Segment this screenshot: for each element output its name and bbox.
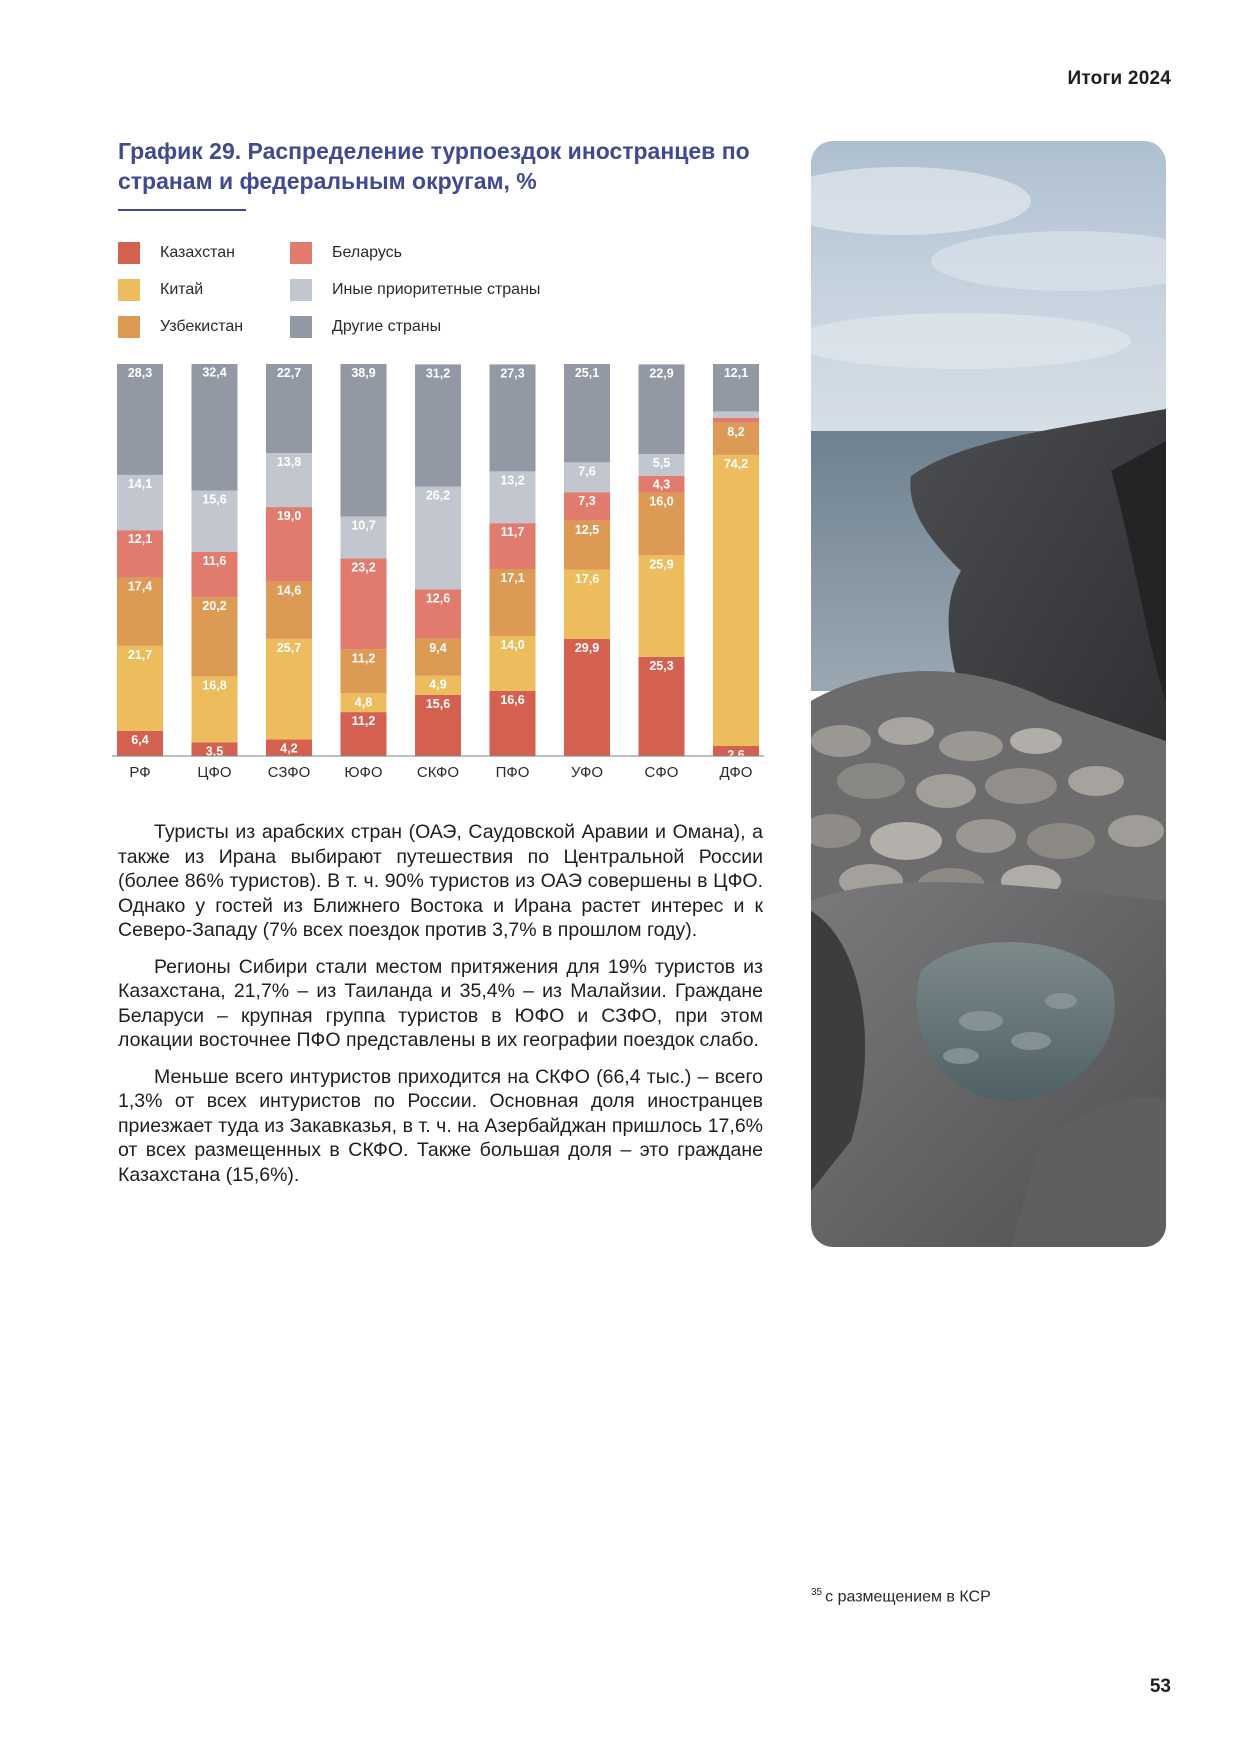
footnote [811,1587,991,1606]
legend-label: Казахстан [160,244,235,261]
bar-value-label: 16,6 [500,692,525,707]
legend-label: Иные приоритетные страны [332,281,541,298]
bar-value-label: 16,0 [649,494,674,509]
chart-legend [118,242,678,342]
bar-value-label: 28,3 [127,366,153,380]
bar-value-label: 19,0 [276,509,302,524]
body-text [118,820,763,1199]
bar-value-label: 32,4 [202,365,227,380]
legend-label: Беларусь [332,244,402,261]
body-paragraph: Регионы Сибири стали местом притяжения для 19% туристов из Казахстана, 21,7% – из Таиланда и 35,4% – из Малайзии. Граждане Беларуси – крупная группа туристов в ЮФО и СЗФО, при этом локации восточнее ПФО представлены в их географии поездок слабо. [118,955,763,1051]
bar-value-label: 17,4 [127,579,153,594]
bar-segment [713,411,759,417]
footnote-text: с размещением в КСР [825,1588,991,1606]
bar-segment [713,455,759,746]
legend-swatch [290,316,312,338]
bar-value-label: 4,9 [429,677,447,692]
bar-value-label: 15,6 [425,696,451,711]
bar-value-label: 2,6 [727,747,745,762]
x-tick-label: УФО [570,764,604,781]
x-tick-label: ЮФО [344,764,383,781]
bar-value-label: 7,6 [578,464,596,479]
bar-value-label: 6,4 [131,732,149,747]
bar-value-label: 11,2 [351,651,376,666]
x-tick-label: РФ [129,764,151,781]
bar-value-label: 17,6 [574,571,600,586]
bar-value-label: 16,8 [202,678,227,693]
bar-value-label: 12,5 [574,522,600,537]
bar-value-label: 12,1 [723,366,749,380]
legend-swatch [118,279,140,301]
bar-value-label: 7,3 [578,494,596,509]
bar-value-label: 5,5 [652,456,671,471]
bar-segment [192,364,238,491]
bar-value-label: 21,7 [127,647,153,662]
landscape-illustration [811,141,1166,1247]
bar-segment [415,364,461,486]
title-underline [118,209,246,211]
chart-title: График 29. Распределение турпоездок иностранцев по странам и федеральным округам, % [118,138,750,194]
x-tick-label: СФО [644,764,679,781]
legend-label: Узбекистан [160,318,244,335]
legend-item-kazakhstan [118,242,235,264]
bar-value-label: 22,7 [276,366,302,380]
bar-value-label: 14,0 [500,638,525,653]
bar-value-label: 12,6 [425,591,451,606]
bar-value-label: 25,9 [649,557,674,572]
bar-segment [564,639,610,756]
body-paragraph: Меньше всего интуристов приходится на СКФО (66,4 тыс.) – всего 1,3% от всех интуристов по России. Основная доля иностранцев приезжает туда из Закавказья, в т. ч. на Азербайджан пришлось 17,6% от всех размещенных в СКФО. Также большая доля – это граждане Казахстана (15,6%). [118,1065,763,1186]
bar-value-label: 29,9 [574,640,600,655]
legend-label: Китай [160,281,204,298]
bar-value-label: 3,5 [205,744,224,759]
x-tick-label: ДФО [719,764,753,781]
legend-item-china [118,279,203,301]
bar-value-label: 27,3 [500,366,525,381]
legend-item-belarus [290,242,402,264]
bar-value-label: 13,2 [500,473,525,488]
bar-value-label: 23,2 [351,560,376,575]
bar-value-label: 15,6 [202,492,227,507]
bar-value-label: 25,3 [649,658,674,673]
footnote-number: 35 [811,1587,823,1598]
legend-swatch [290,242,312,264]
bar-segment [117,364,163,475]
bar-value-label: 11,2 [351,714,376,729]
legend-swatch [290,279,312,301]
bar-value-label: 12,1 [127,532,153,547]
bar-value-label: 20,2 [202,599,227,614]
page-number: 53 [1149,1676,1171,1697]
legend-item-uzbekistan [118,316,243,338]
bar-value-label: 10,7 [351,518,376,533]
bar-segment [490,364,536,471]
bar-value-label: 4,8 [354,695,373,710]
bar-value-label: 25,1 [574,366,600,380]
x-tick-label: ЦФО [197,764,232,781]
stacked-bar-chart [112,364,772,794]
bar-value-label: 22,9 [649,366,674,381]
x-tick-label: СКФО [416,764,460,781]
bar-segment [341,364,387,516]
bar-value-label: 8,2 [727,424,745,439]
x-tick-label: ПФО [495,764,530,781]
bar-value-label: 74,2 [723,456,749,471]
bar-value-label: 4,3 [652,477,671,492]
bar-value-label: 17,1 [500,571,525,586]
bar-value-label: 13,8 [276,454,302,469]
report-header-label: Итоги 2024 [1067,68,1171,89]
body-paragraph: Туристы из арабских стран (ОАЭ, Саудовской Аравии и Омана), а также из Ирана выбирают путешествия по Центральной России (более 86% туристов). В т. ч. 90% туристов из ОАЭ совершены в ЦФО. Однако у гостей из Ближнего Востока и Ирана растет интерес и к Северо-Западу (7% всех поездок против 3,7% в прошлом году). [118,821,763,941]
bar-value-label: 4,2 [280,741,298,756]
bar-value-label: 25,7 [276,640,302,655]
bar-value-label: 14,1 [127,476,153,491]
legend-item-other-countries [290,316,441,338]
bar-value-label: 11,6 [202,553,227,568]
bar-value-label: 38,9 [351,366,376,380]
coastal-landscape-photo [811,141,1166,1247]
x-tick-label: СЗФО [267,764,311,781]
legend-label: Другие страны [332,318,442,335]
legend-swatch [118,242,140,264]
bar-value-label: 31,2 [425,366,451,381]
bar-segment [713,418,759,423]
bar-value-label: 11,7 [500,525,525,540]
bar-value-label: 14,6 [276,583,302,598]
bar-value-label: 26,2 [425,488,451,503]
bar-value-label: 9,4 [429,640,447,655]
legend-item-other-priority [290,279,540,301]
legend-swatch [118,316,140,338]
